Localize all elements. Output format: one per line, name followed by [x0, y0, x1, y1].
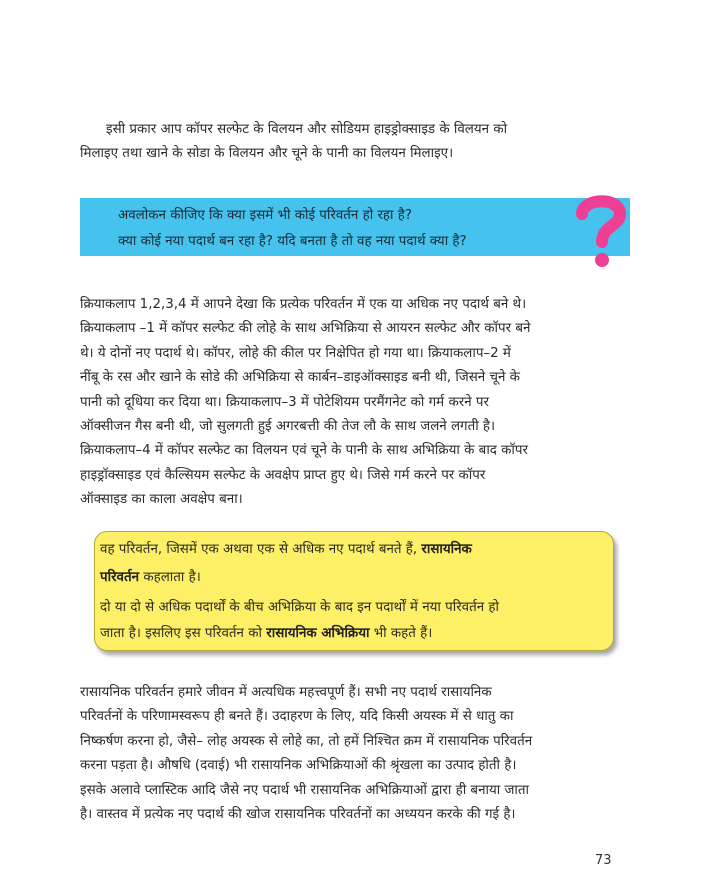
key-term-change: परिवर्तन	[100, 570, 140, 585]
paragraph-line: रासायनिक परिवर्तन हमारे जीवन में अत्यधिक महत्त्वपूर्ण हैं। सभी नए पदार्थ रासायनिक	[80, 685, 492, 700]
page-number: 73	[595, 853, 612, 868]
key-term-chemical-reaction: रासायनिक अभिक्रिया	[266, 626, 370, 641]
definition-box	[94, 531, 614, 651]
importance-paragraph	[80, 681, 630, 827]
definition-line-1	[100, 539, 472, 557]
observation-question-2: क्या कोई नया पदार्थ बन रहा है? यदि बनता है तो वह नया पदार्थ क्या है?	[118, 234, 467, 249]
paragraph-line: पानी को दूधिया कर दिया था। क्रियाकलाप–3 में पोटेशियम परमैंगनेट को गर्म करने पर	[80, 394, 489, 410]
definition-text: भी कहते हैं।	[369, 626, 433, 641]
paragraph-line: ऑक्साइड का काला अवक्षेप बना।	[80, 492, 243, 508]
intro-line: इसी प्रकार आप कॉपर सल्फेट के विलयन और सोडियम हाइड्रोक्साइड के विलयन को	[106, 122, 508, 137]
paragraph-line: निष्कर्षण करना हो, जैसे– लोह अयस्क से लोहे का, तो हमें निश्चित क्रम में रासायनिक परिवर्तन	[80, 733, 533, 749]
definition-text: वह परिवर्तन, जिसमें एक अथवा एक से अधिक नए पदार्थ बनते हैं,	[100, 542, 422, 557]
activity-summary-paragraph	[80, 293, 630, 513]
paragraph-line: नींबू के रस और खाने के सोडे की अभिक्रिया से कार्बन–डाइऑक्साइड बनी थी, जिसने चूने के	[80, 370, 520, 386]
observation-box	[80, 198, 630, 256]
paragraph-line: थे। ये दोनों नए पदार्थ थे। कॉपर, लोहे की कील पर निक्षेपित हो गया था। क्रियाकलाप–2 में	[80, 345, 511, 361]
question-mark-icon	[570, 192, 632, 272]
paragraph-line: है। वास्तव में प्रत्येक नए पदार्थ की खोज रासायनिक परिवर्तनों का अध्ययन करके की गई है।	[80, 807, 516, 823]
paragraph-line: क्रियाकलाप 1,2,3,4 में आपने देखा कि प्रत्येक परिवर्तन में एक या अधिक नए पदार्थ बने थे।	[80, 297, 527, 312]
paragraph-line: करना पड़ता है। औषधि (दवाई) भी रासायनिक अभिक्रियाओं की श्रृंखला का उत्पाद होती है।	[80, 758, 517, 774]
paragraph-line: ऑक्सीजन गैस बनी थी, जो सुलगती हुई अगरबत्ती की तेज लौ के साथ जलने लगती है।	[80, 419, 496, 435]
paragraph-line: हाइड्रॉक्साइड एवं कैल्सियम सल्फेट के अवक्षेप प्राप्त हुए थे। जिसे गर्म करने पर कॉपर	[80, 467, 486, 483]
paragraph-line: क्रियाकलाप –1 में कॉपर सल्फेट की लोहे के साथ अभिक्रिया से आयरन सल्फेट और कॉपर बने	[80, 321, 531, 337]
definition-line-2	[100, 567, 201, 585]
observation-question-1: अवलोकन कीजिए कि क्या इसमें भी कोई परिवर्तन हो रहा है?	[118, 208, 412, 223]
paragraph-line: इसके अलावे प्लास्टिक आदि जैसे नए पदार्थ भी रासायनिक अभिक्रियाओं द्वारा ही बनाया जाता	[80, 782, 529, 798]
definition-line-3: दो या दो से अधिक पदार्थों के बीच अभिक्रिया के बाद इन पदार्थों में नया परिवर्तन हो	[100, 600, 500, 615]
intro-line: मिलाइए तथा खाने के सोडा के विलयन और चूने के पानी का विलयन मिलाइए।	[80, 146, 454, 162]
definition-text: कहलाता है।	[139, 570, 201, 585]
paragraph-line: क्रियाकलाप–4 में कॉपर सल्फेट का विलयन एवं चूने के पानी के साथ अभिक्रिया के बाद कॉपर	[80, 443, 528, 459]
definition-line-4	[100, 623, 432, 641]
paragraph-line: परिवर्तनों के परिणामस्वरूप ही बनते हैं। उदाहरण के लिए, यदि किसी अयस्क में से धातु का	[80, 709, 514, 725]
key-term-chemical: रासायनिक	[421, 542, 472, 557]
intro-paragraph	[80, 118, 630, 167]
definition-text: जाता है। इसलिए इस परिवर्तन को	[100, 626, 267, 641]
